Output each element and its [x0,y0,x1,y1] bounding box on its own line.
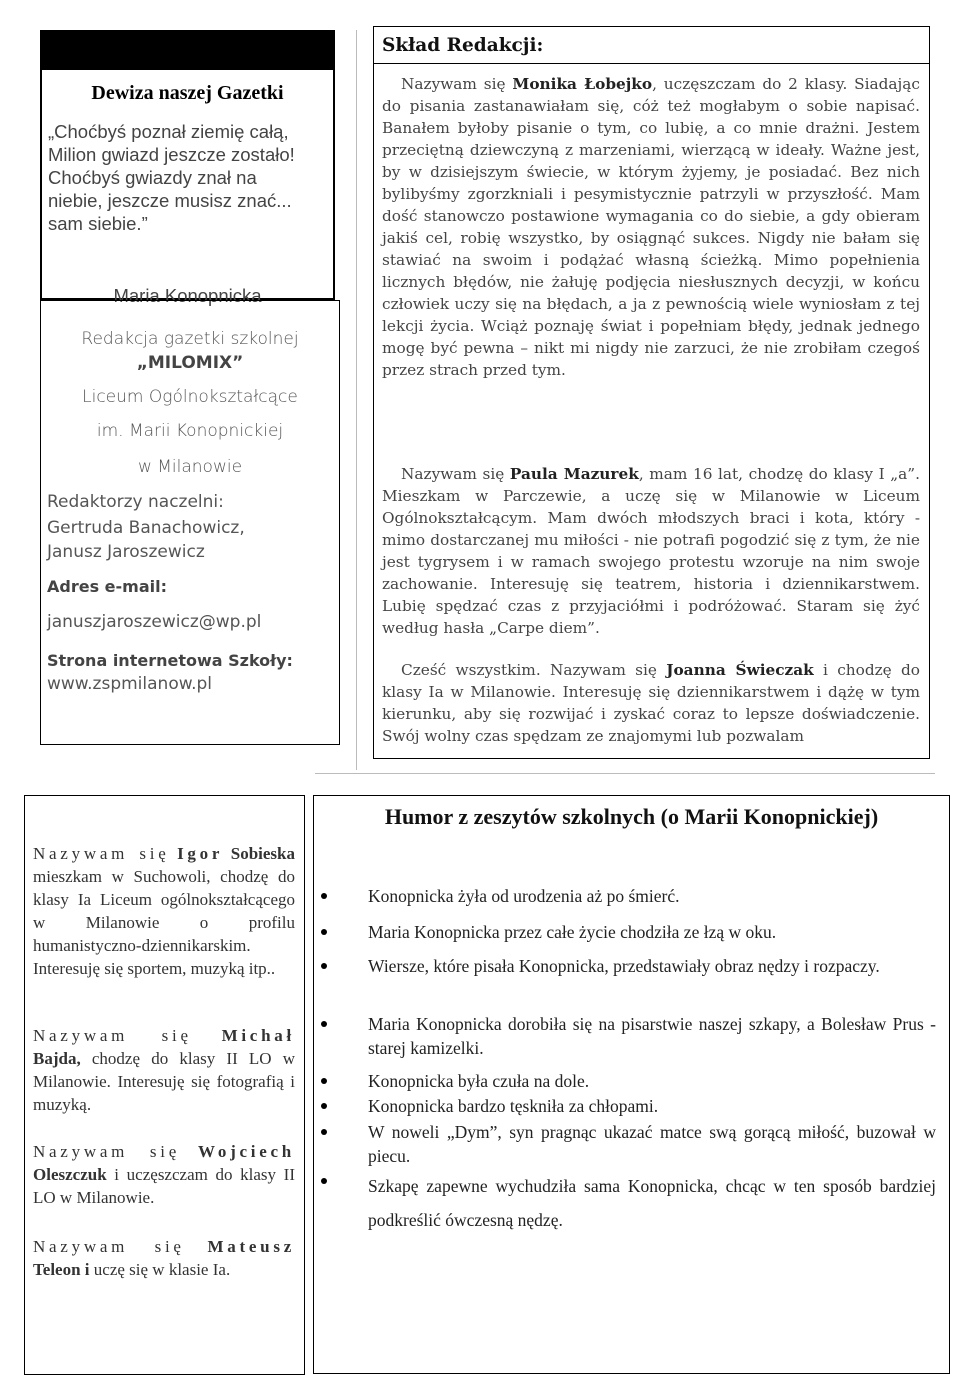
bullet-icon [321,1021,327,1027]
section-separator [315,773,935,774]
bullet-icon [321,1078,327,1084]
info-redakcja: Redakcja gazetki szkolnej [81,329,299,349]
motto-box [40,30,335,306]
bio-joanna: Cześć wszystkim. Nazywam się Joanna Świeczak i chodzę do klasy Ia w Milanowie. Interesuję się dziennikarstwem i dążę w tym kierunku, aby się rozwijać i zyskać coraz to lepsze doświadczenie. Swój wolny czas spędzam ze znajomymi lub pozwalam [382,661,921,745]
humor-item: Wiersze, które pisała Konopnicka, przedstawiały obraz nędzy i rozpaczy. [368,954,936,978]
humor-title: Humor z zeszytów szkolnych (o Marii Konopnickiej) [384,804,879,829]
bullet-icon [321,1178,327,1184]
bio-monika: Nazywam się Monika Łobejko, uczęszczam do 2 klasy. Siadając do pisania zastanawiałam się, cóż też mogłabym o sobie napisać. Banałem byłoby pisanie o tym, co lubię, a co mnie drażni. Jestem przeciętną dziewczyną z marzeniami, wierzącą w ideały. Ważne jest, by w dzisiejszym świecie, w którym żyjemy, je posiadać. Bez nich bylibyśmy zgorzkniali i pesymistycznie patrzyli w przyszłość. Mam dość stanowczo postawione wymagania co do siebie, a gdy obieram jakiś cel, robię wszystko, by osiągnąć sukces. Nigdy nie bałam się stawiać na swoim i podążać własną ścieżką. Mimo popełnienia licznych błędów, nie żałuję podjęcia niesłusznych decyzji, w końcu człowiek uczy się na błędach, a ja z pewnością wiele wyniosłam z tej lekcji życia. Wciąż poznaję świat i popełniam błędy, jednak jednego mogę być pewna – nikt mi nigdy nie zarzuci, że nie zrobiłam czegoś przez strach przed tym. [382,75,920,379]
humor-item: Maria Konopnicka dorobiła się na pisarstwie naszej szkapy, a Bolesław Prus - starej kamizelki. [368,1012,936,1060]
motto-top-bar [42,32,333,70]
column-separator [356,30,357,770]
humor-item: Szkapę zapewne wychudziła sama Konopnicka, chcąc w ten sposób bardziej podkreślić ówczesną nędzę. [368,1169,936,1237]
website-link[interactable]: www.zspmilanow.pl [47,674,212,694]
website-label: Strona internetowa Szkoły: [47,651,293,670]
bullet-icon [321,1129,327,1135]
bullet-icon [321,963,327,969]
humor-item: Konopnicka bardzo tęskniła za chłopami. [368,1094,936,1118]
motto-title: Dewiza naszej Gazetki [91,82,284,104]
motto-line: sam siebie.” [48,213,148,234]
motto-line: Choćbyś gwiazdy znał na [48,167,257,188]
bullet-icon [321,929,327,935]
author-bio: Nazywam się Michał Bajda, chodzę do klasy II LO w Milanowie. Interesuję się fotografią i muzyką. [33,1026,295,1114]
motto-line: „Choćbyś poznał ziemię całą, [48,121,289,142]
info-box [40,300,340,745]
bullet-icon [321,893,327,899]
author-bio: Nazywam się Igor Sobieska mieszkam w Suchowoli, chodzę do klasy Ia Liceum ogólnokształcącego w Milanowie o profilu humanistyczno-dziennikarskim. Interesuję się sportem, muzyką itp.. [33,844,295,978]
email-label: Adres e-mail: [47,577,167,596]
editor-name: Gertruda Banachowicz, [47,518,245,538]
author-bio: Nazywam się Mateusz Teleon i uczę się w klasie Ia. [33,1237,295,1279]
humor-item: Konopnicka była czuła na dole. [368,1069,936,1093]
motto-text [48,120,329,235]
bio-name: Paula Mazurek [509,465,639,483]
email-link[interactable]: januszjaroszewicz@wp.pl [47,612,262,632]
bio-paula: Nazywam się Paula Mazurek, mam 16 lat, chodzę do klasy I „a”. Mieszkam w Parczewie, a uczę się w Milanowie w Liceum Ogólnokształcącym. Mam dwóch młodszych braci i kota, który - mimo dostarczanej mu miłości - nie potrafi pogodzić się z tym, że nie jest tygrysem i w ramach swojego protestu wzoruje na nim swoje zachowanie. Interesuję się teatrem, historia i dziennikarstwem. Lubię spędzać czas z przyjaciółmi i podróżować. Staram się żyć według hasła „Carpe diem”. [382,465,920,637]
editor-name: Janusz Jaroszewicz [47,542,205,562]
header-divider [374,63,929,64]
info-patron: im. Marii Konopnickiej [96,421,284,441]
humor-item: W noweli „Dym”, syn pragnąc ukazać matce swą gorącą miłość, buzował w piecu. [368,1120,936,1168]
motto-author: Maria Konopnicka [113,285,262,306]
motto-line: Milion gwiazd jeszcze zostało! [48,144,295,165]
author-bio: Nazywam się Wojciech Oleszczuk i uczęszczam do klasy II LO w Milanowie. [33,1142,295,1207]
bio-name: Joanna Świeczak [666,661,814,679]
bio-name: Monika Łobejko [512,75,653,93]
editorial-header: Skład Redakcji: [382,35,544,56]
info-school: Liceum Ogólnokształcące [82,387,298,407]
humor-item: Konopnicka żyła od urodzenia aż po śmierć. [368,884,936,908]
motto-line: niebie, jeszcze musisz znać... [48,190,292,211]
bullet-icon [321,1103,327,1109]
humor-item: Maria Konopnicka przez całe życie chodziła ze łzą w oku. [368,920,936,944]
info-gazette-name: „MILOMIX” [136,353,244,373]
humor-box [313,795,950,1374]
editorial-box [373,26,930,759]
info-town: w Milanowie [137,457,243,477]
editors-label: Redaktorzy naczelni: [47,492,224,512]
authors-box [24,795,305,1375]
